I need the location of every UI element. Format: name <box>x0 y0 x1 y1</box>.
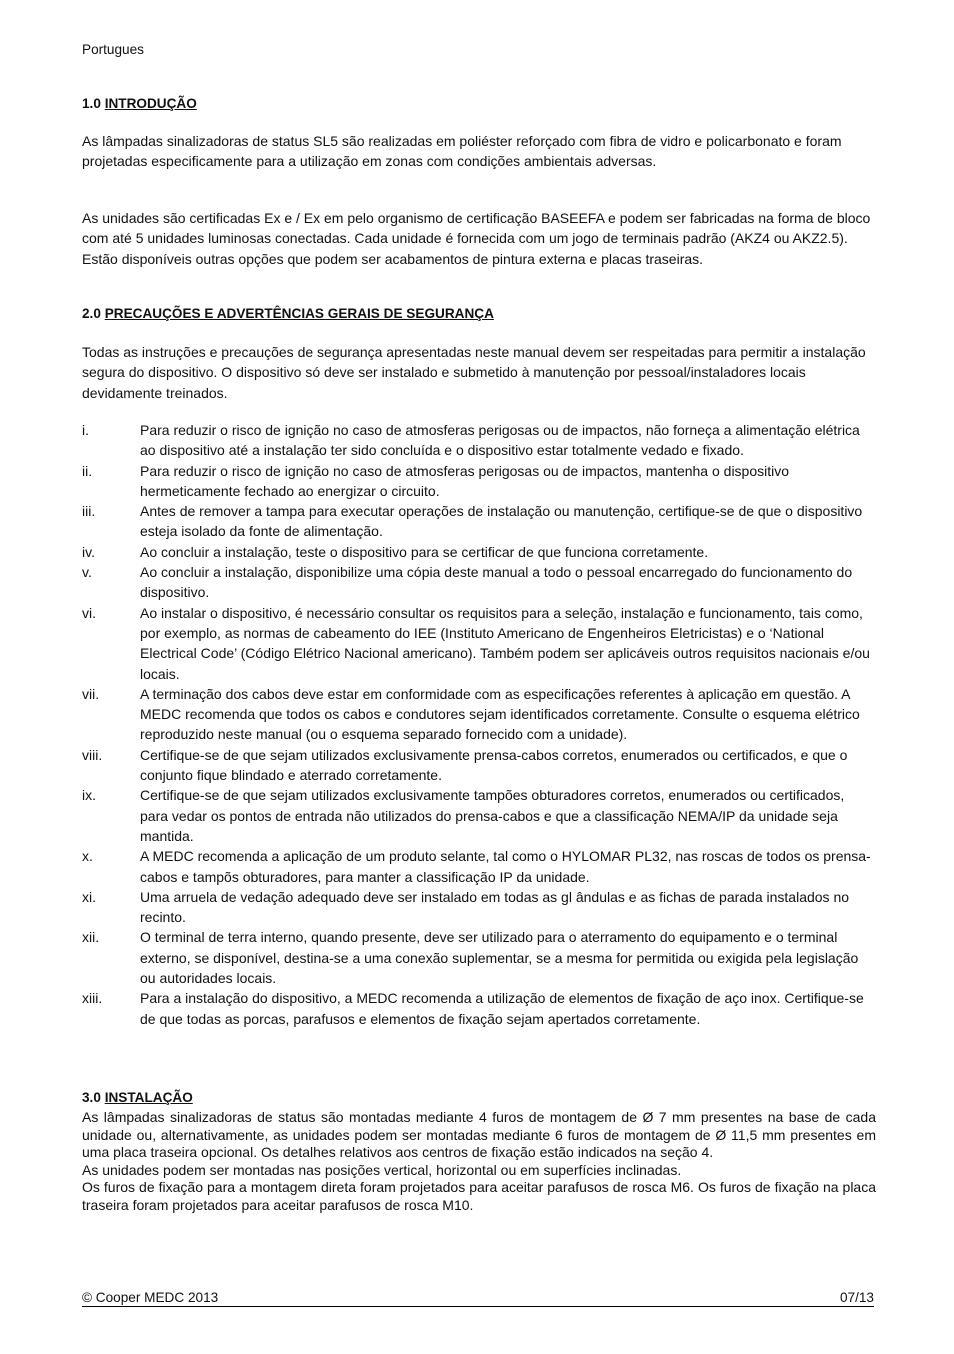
list-item-text: Ao concluir a instalação, disponibilize uma cópia deste manual a todo o pessoal encarregado do funcionamento do dispositivo. <box>140 564 853 601</box>
list-item-text: Certifique-se de que sejam utilizados exclusivamente tampões obturadores corretos, enumerados ou certificados, para vedar os pontos de entrada não utilizados do prensa-cabos e que a classificação NEMA/IP da unidade seja mantida. <box>140 787 845 844</box>
list-item-number: vii. <box>82 685 100 702</box>
list-item-text: Certifique-se de que sejam utilizados exclusivamente prensa-cabos corretos, enumerados ou certificados, e que o conjunto fique blindado e aterrado corretamente. <box>140 746 848 784</box>
list-item-number: iv. <box>82 543 95 560</box>
section-3-title: INSTALAÇÃO <box>104 1090 193 1105</box>
list-item <box>82 542 876 562</box>
list-item-number: xiii. <box>82 990 103 1007</box>
list-item <box>82 562 876 603</box>
list-item-text: O terminal de terra interno, quando presente, deve ser utilizado para o aterramento do equipamento e o terminal externo, se disponível, destina-se a uma conexão suplementar, se a mesma for permitida ou exigida pela legislação ou autoridades locais. <box>140 929 859 987</box>
list-item <box>82 461 876 502</box>
language-label: Portugues <box>82 42 144 57</box>
list-item-number: iii. <box>82 503 96 520</box>
list-item-text: Para reduzir o risco de ignição no caso de atmosferas perigosas ou de impactos, mantenha o dispositivo hermeticamente fechado ao energizar o circuito. <box>140 462 790 499</box>
section-3-paragraph: As unidades podem ser montadas nas posições vertical, horizontal ou em superfícies inclinadas. <box>82 1161 682 1178</box>
section-1-paragraph: As unidades são certificadas Ex e / Ex em pelo organismo de certificação BASEEFA e podem ser fabricadas na forma de bloco com até 5 unidades luminosas conectadas. Cada unidade é fornecida com um jogo de terminais padrão (AKZ4 ou AKZ2.5). Estão disponíveis outras opções que podem ser acabamentos de pintura externa e placas traseiras. <box>82 210 871 267</box>
list-item-number: vi. <box>82 604 96 621</box>
list-item <box>82 684 876 745</box>
section-3-heading <box>82 1090 193 1105</box>
safety-list <box>82 420 876 1029</box>
list-item-number: ii. <box>82 462 93 479</box>
list-item <box>82 603 876 684</box>
list-item-text: Ao instalar o dispositivo, é necessário consultar os requisitos para a seleção, instalação e funcionamento, tais como, por exemplo, as normas de cabeamento do IEE (Instituto Americano de Engenheiros Eletricistas) e o ‘National Electrical Code’ (Código Elétrico Nacional americano). Também podem ser aplicáveis outros requisitos nacionais e/ou locais. <box>140 604 870 682</box>
section-1-number: 1.0 <box>82 96 101 111</box>
list-item-number: viii. <box>82 746 103 763</box>
section-2-number: 2.0 <box>82 306 101 321</box>
page-footer <box>82 1290 874 1307</box>
section-3-paragraph: Os furos de fixação para a montagem direta foram projetados para aceitar parafusos de rosca M6. Os furos de fixação na placa traseira foram projetados para aceitar parafusos de rosca M10. <box>82 1179 876 1213</box>
list-item-text: Para reduzir o risco de ignição no caso de atmosferas perigosas ou de impactos, não forneça a alimentação elétrica ao dispositivo até a instalação ter sido concluída e o dispositivo estar totalmente vedado e fixado. <box>140 422 860 459</box>
section-1-paragraph: As lâmpadas sinalizadoras de status SL5 são realizadas em poliéster reforçado com fibra de vidro e policarbonato e foram projetadas especificamente para a utilização em zonas com condições ambientais adversas. <box>82 133 842 170</box>
list-item-text: A terminação dos cabos deve estar em conformidade com as especificações referentes à aplicação em questão. A MEDC recomenda que todos os cabos e condutores sejam identificados corretamente. Consulte o esquema elétrico reproduzido neste manual (ou o esquema separado fornecido com a unidade). <box>140 685 860 743</box>
list-item-text: Para a instalação do dispositivo, a MEDC recomenda a utilização de elementos de fixação de aço inox. Certifique-se de que todas as porcas, parafusos e elementos de fixação sejam apertados corretamente. <box>140 990 864 1027</box>
list-item <box>82 785 876 846</box>
list-item-text: Uma arruela de vedação adequado deve ser instalado em todas as gl ândulas e as fichas de parada instalados no recinto. <box>140 888 850 926</box>
list-item-text: Ao concluir a instalação, teste o dispositivo para se certificar de que funciona corretamente. <box>140 543 709 560</box>
section-1-heading <box>82 96 197 111</box>
section-3-paragraph: As lâmpadas sinalizadoras de status são montadas mediante 4 furos de montagem de Ø 7 mm presentes na base de cada unidade ou, alternativamente, as unidades podem ser montadas mediante 6 furos de montagem de Ø 11,5 mm presentes em uma placa traseira opcional. Os detalhes relativos aos centros de fixação estão indicados na seção 4. <box>82 1109 876 1160</box>
list-item-number: i. <box>82 422 89 438</box>
section-3-number: 3.0 <box>82 1090 101 1105</box>
section-3-body <box>82 1109 876 1214</box>
section-2-title: PRECAUÇÕES E ADVERTÊNCIAS GERAIS DE SEGURANÇA <box>104 306 494 321</box>
footer-copyright: © Cooper MEDC 2013 <box>82 1290 219 1305</box>
list-item <box>82 501 876 542</box>
footer-date: 07/13 <box>839 1290 874 1305</box>
list-item-number: xi. <box>82 888 96 905</box>
list-item <box>82 927 876 988</box>
list-item-text: Antes de remover a tampa para executar operações de instalação ou manutenção, certifique-se de que o dispositivo esteja isolado da fonte de alimentação. <box>140 503 863 540</box>
list-item-number: xii. <box>82 929 100 946</box>
section-2-intro: Todas as instruções e precauções de segurança apresentadas neste manual devem ser respeitadas para permitir a instalação segura do dispositivo. O dispositivo só deve ser instalado e submetido à manutenção por pessoal/instaladores locais devidamente treinados. <box>82 344 866 401</box>
section-2-heading <box>82 306 494 321</box>
list-item <box>82 887 876 928</box>
list-item <box>82 988 876 1029</box>
section-1-title: INTRODUÇÃO <box>104 96 197 111</box>
list-item <box>82 745 876 786</box>
list-item-number: v. <box>82 564 92 581</box>
list-item-number: x. <box>82 848 93 865</box>
list-item <box>82 420 876 461</box>
list-item-number: ix. <box>82 787 96 804</box>
list-item-text: A MEDC recomenda a aplicação de um produto selante, tal como o HYLOMAR PL32, nas roscas de todos os prensa-cabos e tampõs obturadores, para manter a classificação IP da unidade. <box>140 848 871 885</box>
list-item <box>82 846 876 887</box>
